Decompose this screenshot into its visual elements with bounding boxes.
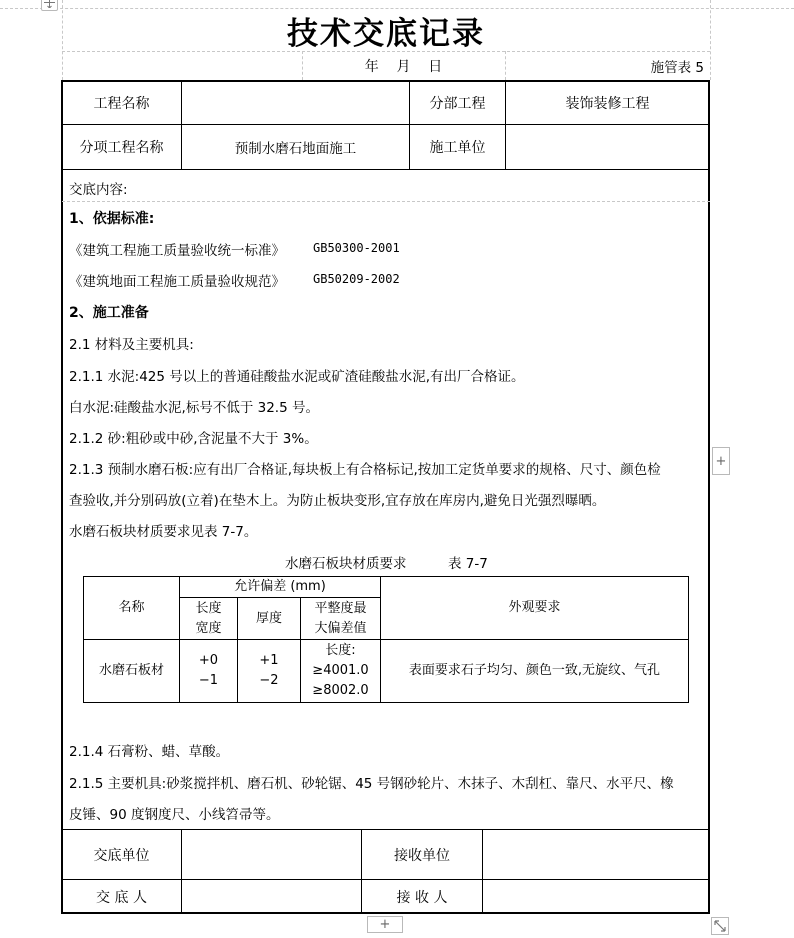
paragraph: 2.1.2 砂:粗砂或中砂,含泥量不大于 3%。 xyxy=(69,431,318,447)
spec-header-name: 名称 xyxy=(84,577,180,640)
standard-1-code: GB50300-2001 xyxy=(313,241,400,255)
handover-person-label: 交 底 人 xyxy=(96,889,147,906)
paragraph: 2.1.5 主要机具:砂浆搅拌机、磨石机、砂轮锯、45 号钢砂轮片、木抹子、木刮杠、靠尺、水平尺、橡 xyxy=(69,776,674,792)
guide-line xyxy=(505,51,506,80)
resize-icon[interactable] xyxy=(711,917,729,935)
project-name-label: 工程名称 xyxy=(93,95,150,112)
table-caption: 水磨石板块材质要求 xyxy=(285,556,407,572)
content-intro: 交底内容: xyxy=(69,182,128,198)
page-title: 技术交底记录 xyxy=(287,16,485,52)
item-name-value[interactable]: 预制水磨石地面施工 xyxy=(234,141,357,157)
spec-row-thickness: +1 −2 xyxy=(238,640,301,703)
standard-2-name: 《建筑地面工程施工质量验收规范》 xyxy=(69,274,285,290)
spec-row-length: +0 −1 xyxy=(180,640,238,703)
sub-project-value[interactable]: 装饰装修工程 xyxy=(565,95,650,112)
paragraph: 查验收,并分别码放(立着)在垫木上。为防止板块变形,宜存放在库房内,避免日光强烈曝晒。 xyxy=(69,493,606,509)
add-column-button[interactable] xyxy=(712,447,730,475)
receive-person-label: 接 收 人 xyxy=(396,889,448,906)
spec-header-thickness: 厚度 xyxy=(238,598,301,640)
sub-project-label: 分部工程 xyxy=(429,95,486,112)
receive-person-value[interactable] xyxy=(483,880,709,913)
spec-table xyxy=(83,576,689,703)
add-row-button[interactable] xyxy=(367,916,403,933)
spec-header-appearance: 外观要求 xyxy=(381,577,689,640)
spec-row-name: 水磨石板材 xyxy=(84,640,180,703)
paragraph: 2.1.3 预制水磨石板:应有出厂合格证,每块板上有合格标记,按加工定货单要求的规格、尺寸、颜色检 xyxy=(69,462,661,478)
plus-icon: + xyxy=(715,453,727,469)
project-name-value[interactable] xyxy=(182,81,409,124)
paragraph: 2.1.1 水泥:425 号以上的普通硅酸盐水泥或矿渣硅酸盐水泥,有出厂合格证。 xyxy=(69,369,525,385)
item-name-label: 分项工程名称 xyxy=(79,140,164,156)
receive-unit-value[interactable] xyxy=(483,830,709,879)
row-divider xyxy=(62,169,710,170)
spec-header-length: 长度 宽度 xyxy=(180,598,238,640)
handover-person-value[interactable] xyxy=(182,880,361,913)
spec-header-flatness: 平整度最 大偏差值 xyxy=(301,598,381,640)
plus-icon: + xyxy=(379,917,391,932)
form-code: 施管表 5 xyxy=(650,60,704,76)
spec-row-appearance: 表面要求石子均匀、颜色一致,无旋纹、气孔 xyxy=(381,640,689,703)
paragraph: 2.1 材料及主要机具: xyxy=(69,337,194,353)
guide-line xyxy=(62,201,710,202)
move-handle-icon[interactable] xyxy=(41,0,58,11)
unit-value[interactable] xyxy=(506,125,709,169)
handover-unit-value[interactable] xyxy=(182,830,361,879)
paragraph: 皮锤、90 度钢度尺、小线笤帚等。 xyxy=(69,807,280,823)
table-number: 表 7-7 xyxy=(448,556,488,572)
standard-1-name: 《建筑工程施工质量验收统一标准》 xyxy=(69,243,285,259)
date-label: 年 月 日 xyxy=(364,59,443,75)
standard-2-code: GB50209-2002 xyxy=(313,272,400,286)
handover-unit-label: 交底单位 xyxy=(93,847,150,864)
spec-row-flatness: 长度: ≥4001.0 ≥8002.0 xyxy=(301,640,381,703)
receive-unit-label: 接收单位 xyxy=(394,847,450,864)
paragraph: 白水泥:硅酸盐水泥,标号不低于 32.5 号。 xyxy=(69,400,319,416)
guide-line xyxy=(710,0,711,80)
section-heading: 1、依据标准: xyxy=(69,211,155,227)
paragraph: 2.1.4 石膏粉、蜡、草酸。 xyxy=(69,744,230,760)
paragraph: 水磨石板块材质要求见表 7-7。 xyxy=(69,524,258,540)
spec-header-tolerance: 允许偏差 (mm) xyxy=(180,577,381,598)
unit-label: 施工单位 xyxy=(429,140,486,156)
section-heading: 2、施工准备 xyxy=(69,305,149,321)
